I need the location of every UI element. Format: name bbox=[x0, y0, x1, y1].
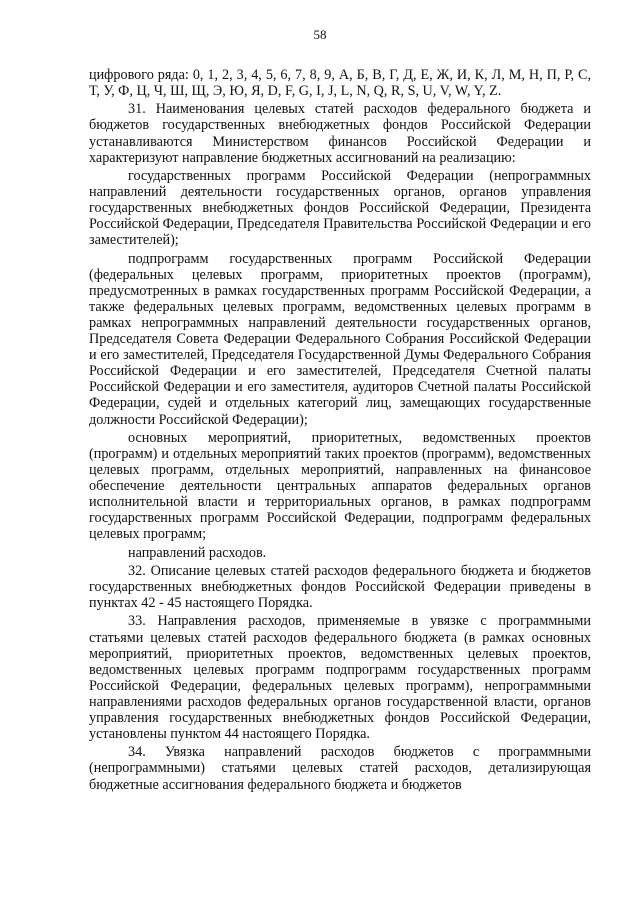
paragraph-31: 31. Наименования целевых статей расходов федерального бюджета и бюджетов государственных внебюджетных фондов Российской Федерации устанавливаются Министерством финансов Российской Федерации и характеризуют направление бюджетных ассигнований на реализацию: bbox=[89, 101, 591, 166]
paragraph-34: 34. Увязка направлений расходов бюджетов с программными (непрограммными) статьями целевых статей расходов, детализирующая бюджетные ассигнования федерального бюджета и бюджетов bbox=[89, 744, 591, 793]
paragraph-33: 33. Направления расходов, применяемые в увязке с программными статьями целевых статей расходов федерального бюджета (в рамках основных мероприятий, приоритетных проектов, ведомственных целевых проектов, ведомственных целевых программ подпрограмм государственных программ Российской Федерации, федеральных целевых программ), непрограммными направлениями расходов федеральных органов государственной власти, органов управления государственных внебюджетных фондов Российской Федерации, установлены пунктом 44 настоящего Порядка. bbox=[89, 613, 591, 743]
page-number: 58 bbox=[313, 27, 327, 42]
paragraph-31-item-main-activities: основных мероприятий, приоритетных, ведомственных проектов (программ) и отдельных мероприятий таких проектов (программ), ведомственных целевых программ, отдельных мероприятий, направленных на финансовое обеспечение деятельности центральных аппаратов федеральных органов исполнительной власти и территориальных органов, в рамках подпрограмм государственных программ Российской Федерации, подпрограмм федеральных целевых программ; bbox=[89, 429, 591, 543]
paragraph-31-item-expense-directions: направлений расходов. bbox=[128, 544, 267, 561]
paragraph-31-item-subprograms: подпрограмм государственных программ Российской Федерации (федеральных целевых программ, приоритетных проектов (программ), предусмотренных в рамках государственных программ Российской Федерации, а также федеральных целевых программ, ведомственных целевых программ в рамках непрограммных направлений деятельности государственных органов, Председателя Совета Федерации Федерального Собрания Российской Федерации и его заместителей, Председателя Государственной Думы Федерального Собрания Российской Федерации и его заместителей, Председателя Счетной палаты Российской Федерации и его заместителя, аудиторов Счетной палаты Российской Федерации, судей и отдельных категорий лиц, замещающих государственные должности Российской Федерации); bbox=[89, 250, 591, 428]
paragraph-31-item-state-programs: государственных программ Российской Федерации (непрограммных направлений деятельности государственных органов, органов управления государственных внебюджетных фондов Российской Федерации, Президента Российской Федерации, Председателя Правительства Российской Федерации и его заместителей); bbox=[89, 167, 591, 249]
paragraph-continuation: цифрового ряда: 0, 1, 2, 3, 4, 5, 6, 7, 8, 9, А, Б, В, Г, Д, Е, Ж, И, К, Л, М, Н, П, Р, С, Т, У, Ф, Ц, Ч, Ш, Щ, Э, Ю, Я, D, F, G, I, J, L, N, Q, R, S, U, V, W, Y, Z. bbox=[89, 67, 591, 100]
document-body bbox=[89, 67, 591, 795]
paragraph-32: 32. Описание целевых статей расходов федерального бюджета и бюджетов государственных внебюджетных фондов Российской Федерации приведены в пунктах 42 - 45 настоящего Порядка. bbox=[89, 562, 591, 612]
